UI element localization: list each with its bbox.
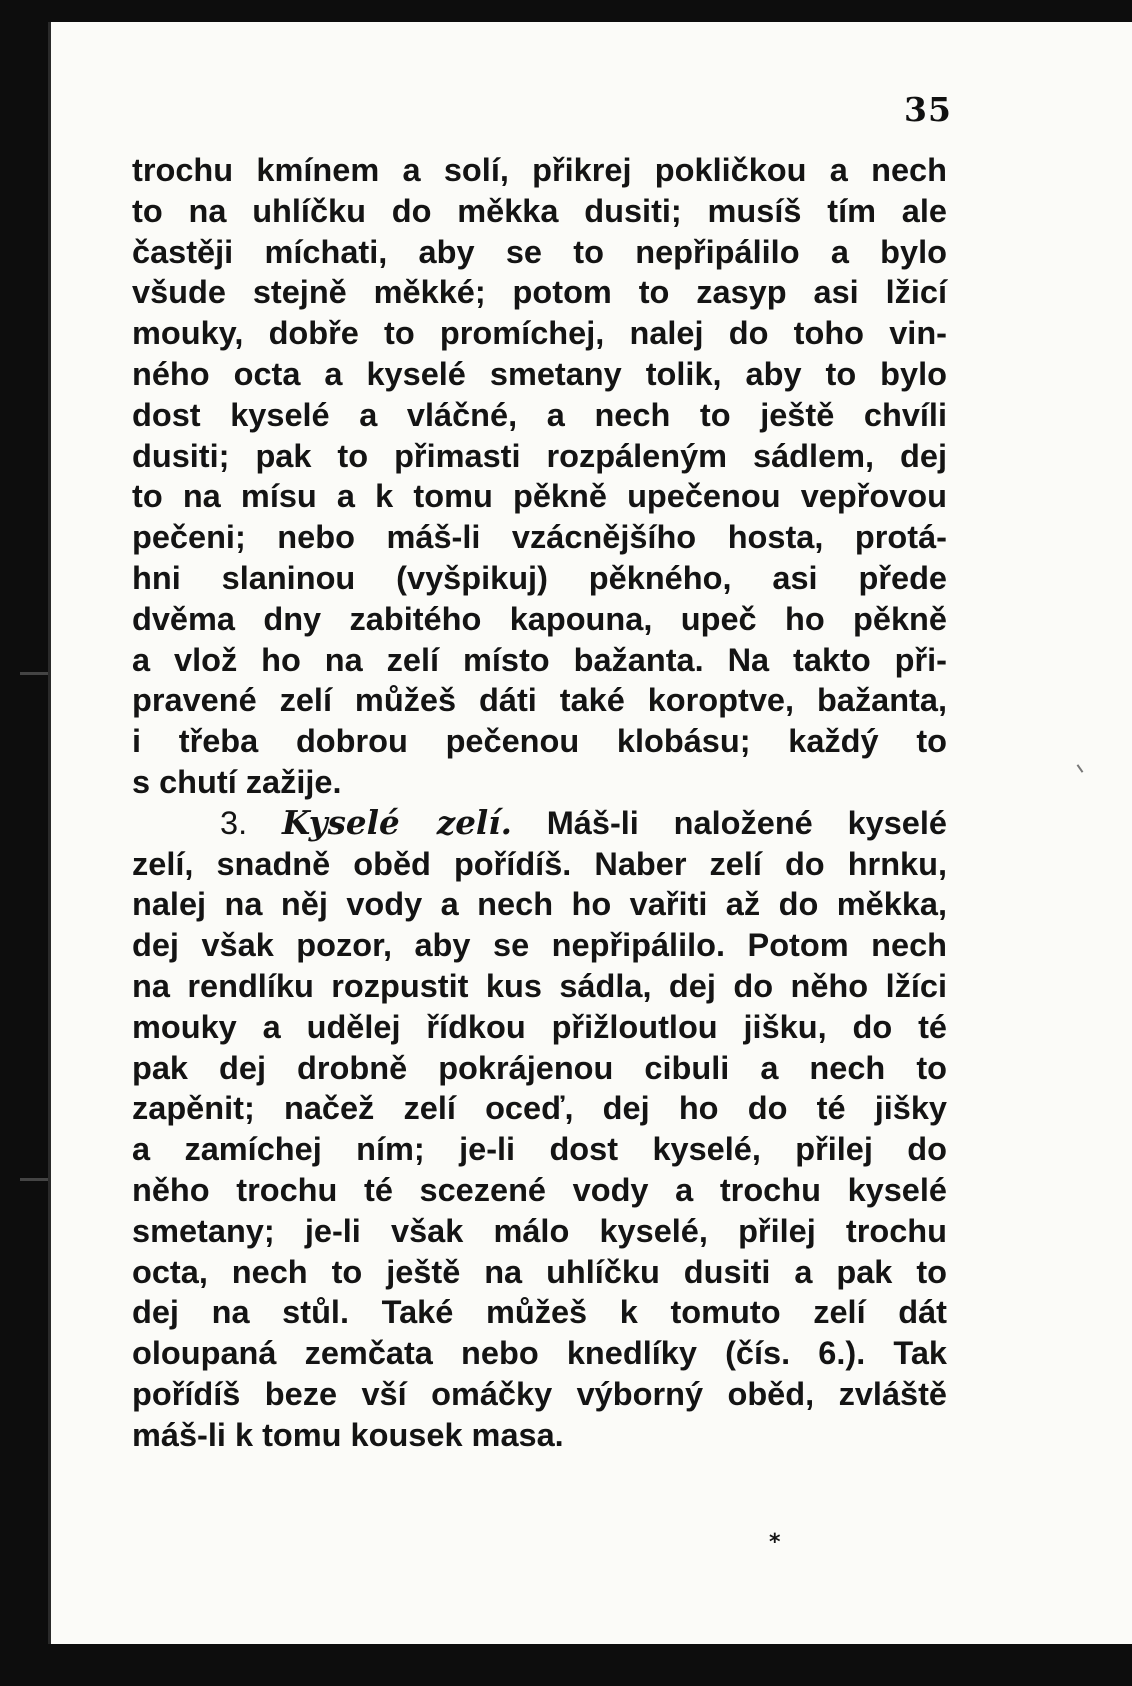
book-page [48, 22, 1132, 1644]
text-line: dvěma dny zabitého kapouna, upeč ho pěkně [132, 600, 947, 637]
text-line: trochu kmínem a solí, přikrej pokličkou a nech [132, 152, 947, 188]
text-line: oloupaná zemčata nebo knedlíky (čís. 6.). Tak [132, 1335, 947, 1372]
text-line: pravené zelí můžeš dáti také koroptve, bažanta, [132, 682, 947, 719]
section-title: Kyselé zelí. [281, 802, 512, 842]
page-number: 35 [904, 90, 952, 129]
text-line: smetany; je-li však málo kyselé, přilej trochu [132, 1212, 947, 1249]
text-line-rest: Máš-li naložené kyselé [546, 804, 947, 841]
text-line: i třeba dobrou pečenou klobásu; každý to [132, 723, 947, 760]
text-line: pak dej drobně pokrájenou cibuli a nech to [132, 1049, 947, 1086]
binding-edge-mark [20, 1178, 48, 1181]
paper-speck [1077, 764, 1084, 773]
text-line: pořídíš beze vší omáčky výborný oběd, zvláště [132, 1375, 947, 1412]
text-line: to na uhlíčku do měkka dusiti; musíš tím ale [132, 192, 947, 229]
end-ornament: * [769, 1530, 781, 1555]
text-line: na rendlíku rozpustit kus sádla, dej do něho lžíci [132, 967, 947, 1004]
text-line: dej však pozor, aby se nepřipálilo. Potom nech [132, 927, 947, 964]
text-line: máš-li k tomu kousek masa. [132, 1416, 564, 1453]
text-line: a zamíchej ním; je-li dost kyselé, přilej do [132, 1131, 947, 1168]
text-line: mouky a udělej řídkou přižloutlou jišku, do té [132, 1008, 947, 1045]
text-line: častěji míchati, aby se to nepřipálilo a bylo [132, 233, 947, 270]
text-line: dusiti; pak to přimasti rozpáleným sádlem, dej [132, 437, 947, 474]
text-line: dost kyselé a vláčné, a nech to ještě chvíli [132, 396, 947, 433]
text-line: něho trochu té scezené vody a trochu kyselé [132, 1171, 947, 1208]
text-line: zelí, snadně oběd pořídíš. Naber zelí do hrnku, [132, 845, 947, 882]
text-line: to na mísu a k tomu pěkně upečenou vepřovou [132, 478, 947, 515]
text-line: a vlož ho na zelí místo bažanta. Na takto při- [132, 641, 947, 678]
binding-edge-mark [20, 672, 48, 675]
section-number: 3. [220, 804, 248, 841]
text-line: dej na stůl. Také můžeš k tomuto zelí dát [132, 1294, 947, 1331]
text-line: nalej na něj vody a nech ho vařiti až do měkka, [132, 886, 947, 923]
section-heading-line [132, 803, 947, 844]
text-line: mouky, dobře to promíchej, nalej do toho vin- [132, 315, 947, 352]
text-line: octa, nech to ještě na uhlíčku dusiti a pak to [132, 1253, 947, 1290]
text-line: všude stejně měkké; potom to zasyp asi lžicí [132, 274, 947, 311]
text-line: ného octa a kyselé smetany tolik, aby to bylo [132, 355, 947, 392]
text-line: pečeni; nebo máš-li vzácnějšího hosta, protá- [132, 519, 947, 556]
text-line: zapěnit; načež zelí oceď, dej ho do té jišky [132, 1090, 947, 1127]
text-line: hni slaninou (vyšpikuj) pěkného, asi přede [132, 559, 947, 596]
text-line: s chutí zažije. [132, 763, 342, 800]
recipe-text [132, 150, 947, 1456]
